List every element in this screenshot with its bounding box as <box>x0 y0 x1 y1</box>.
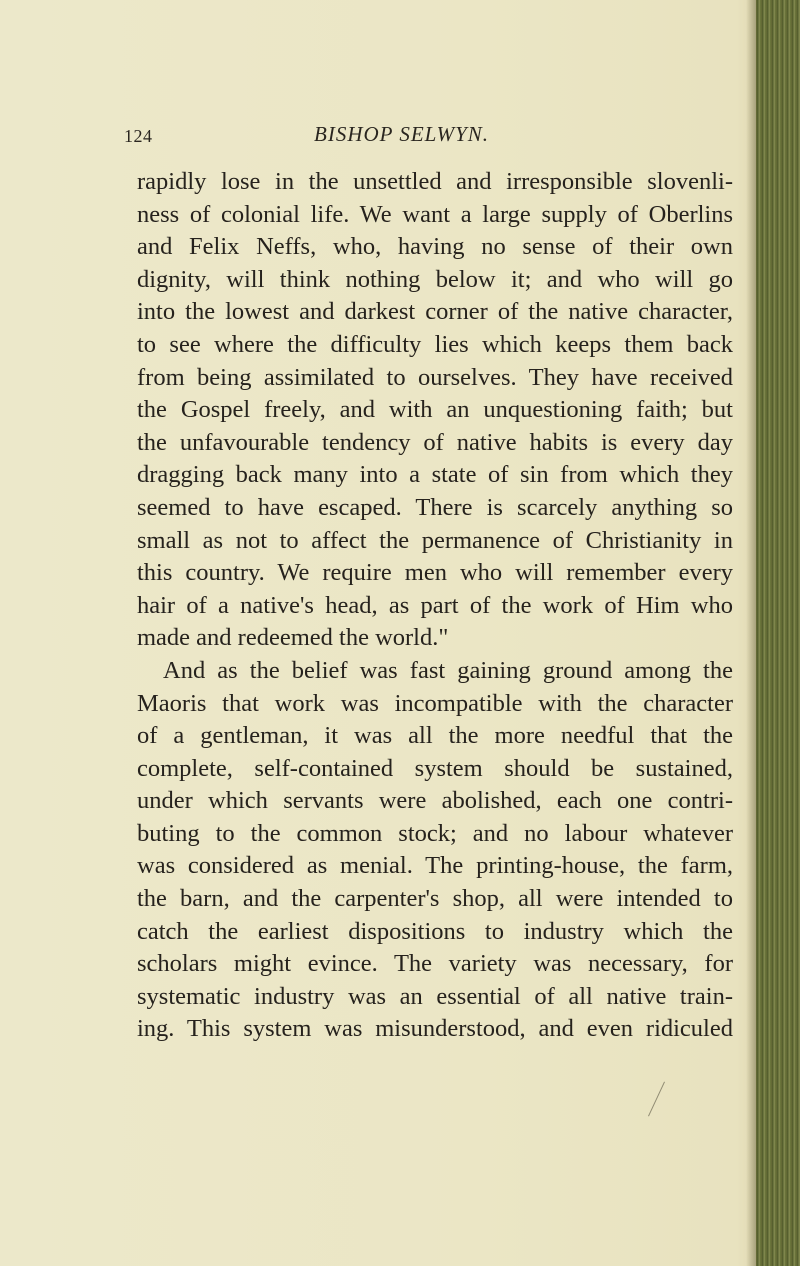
text-line: this country. We require men who will remember every <box>137 559 733 587</box>
text-line: under which servants were abolished, each one contri- <box>137 787 733 815</box>
pencil-mark <box>648 1082 665 1117</box>
text-line: buting to the common stock; and no labour whatever <box>137 819 733 847</box>
text-line: rapidly lose in the unsettled and irresponsible slovenli- <box>137 168 733 195</box>
running-header <box>124 122 724 152</box>
text-line: into the lowest and darkest corner of the native character, <box>137 298 733 326</box>
text-line: of a gentleman, it was all the more needful that the <box>137 722 733 750</box>
text-line: complete, self-contained system should be sustained, <box>137 754 733 782</box>
text-line: and Felix Neffs, who, having no sense of their own <box>137 233 733 261</box>
text-line: dragging back many into a state of sin from which they <box>137 461 733 489</box>
book-binding-edge <box>756 0 800 1266</box>
text-line: seemed to have escaped. There is scarcely anything so <box>137 493 733 521</box>
running-title: BISHOP SELWYN. <box>314 122 490 146</box>
text-line: ness of colonial life. We want a large supply of Oberlins <box>137 200 733 228</box>
text-line: from being assimilated to ourselves. They have received <box>137 363 733 391</box>
body-text <box>137 166 733 1046</box>
text-line: systematic industry was an essential of all native train- <box>137 982 733 1010</box>
text-line: the Gospel freely, and with an unquestioning faith; but <box>137 396 733 424</box>
text-line: scholars might evince. The variety was necessary, for <box>137 950 733 978</box>
text-line: was considered as menial. The printing-house, the farm, <box>137 852 733 880</box>
text-line: to see where the difficulty lies which keeps them back <box>137 330 733 358</box>
text-line: the barn, and the carpenter's shop, all were intended to <box>137 885 733 913</box>
text-line: small as not to affect the permanence of Christianity in <box>137 526 733 554</box>
text-line: And as the belief was fast gaining ground among the <box>163 656 733 684</box>
text-line: made and redeemed the world." <box>137 624 449 652</box>
text-line: dignity, will think nothing below it; and who will go <box>137 265 733 293</box>
page-edge-shadow <box>746 0 756 1266</box>
text-line: Maoris that work was incompatible with the character <box>137 689 733 717</box>
text-line: the unfavourable tendency of native habits is every day <box>137 428 733 456</box>
text-line: catch the earliest dispositions to industry which the <box>137 917 733 945</box>
text-line: ing. This system was misunderstood, and even ridiculed <box>137 1015 733 1043</box>
text-line: hair of a native's head, as part of the work of Him who <box>137 591 733 619</box>
page-number: 124 <box>124 126 153 146</box>
